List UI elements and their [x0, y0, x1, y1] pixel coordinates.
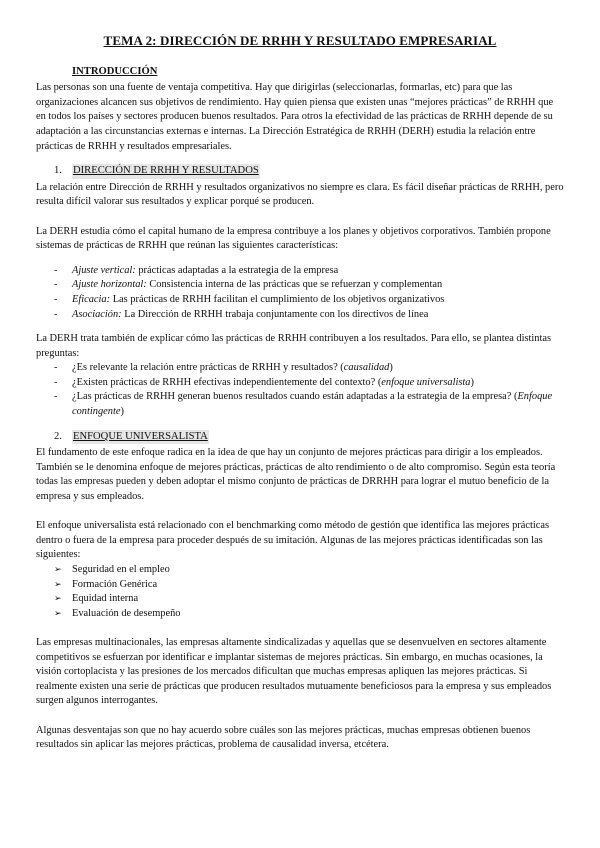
section1-heading: [36, 164, 564, 179]
list-item: [36, 390, 564, 419]
arrow-bullet-icon: ➢: [54, 608, 62, 619]
list-marker: -: [54, 293, 58, 305]
question-italic: Enfoque contingente: [72, 391, 553, 418]
section1-title: DIRECCIÓN DE RRHH Y RESULTADOS: [72, 164, 260, 179]
list-marker: -: [54, 279, 58, 291]
section2-paragraph-4: Algunas desventajas son que no hay acuerdo sobre cuáles son las mejores prácticas, muchas empresas obtienen buenos resultados sin aplicar las mejores prácticas, problema de causalidad inversa, etcétera.: [36, 724, 531, 751]
characteristics-list: [36, 264, 564, 322]
section2-heading: [36, 430, 564, 445]
arrow-bullet-icon: ➢: [54, 594, 62, 605]
questions-list: [36, 361, 564, 419]
section2-title: ENFOQUE UNIVERSALISTA: [72, 430, 209, 445]
section2-paragraph-2: El enfoque universalista está relacionado con el benchmarking como método de gestión que identifica las mejores prácticas dentro o fuera de la empresa para proceder después de su imitación. Algunas de las mejores prácticas identificadas son las siguientes:: [36, 520, 549, 561]
section1-paragraph-2: La DERH estudia cómo el capital humano de la empresa contribuye a los planes y objetivos corporativos. También propone sistemas de prácticas de RRHH que reúnan las siguientes características:: [36, 225, 551, 252]
characteristic-term: Ajuste horizontal:: [72, 279, 147, 291]
arrow-bullet-icon: ➢: [54, 579, 62, 590]
list-marker: -: [54, 362, 58, 374]
list-item: [36, 308, 564, 323]
section1-number: 1.: [54, 165, 62, 177]
characteristic-term: Ajuste vertical:: [72, 264, 136, 276]
characteristic-term: Asociación:: [72, 308, 122, 320]
arrow-bullet-icon: ➢: [54, 565, 62, 575]
characteristic-text: prácticas adaptadas a la estrategia de la empresa: [135, 264, 339, 276]
question-end: ): [120, 406, 124, 418]
section1-paragraph-1: La relación entre Dirección de RRHH y resultados organizativos no siempre es clara. Es fácil diseñar prácticas de RRHH, pero resulta difícil valorar sus resultados y explicar porqué se producen.: [36, 181, 564, 208]
list-item: [36, 592, 564, 607]
question-text: ¿Existen prácticas de RRHH efectivas independientemente del contexto? (: [72, 376, 382, 388]
list-item: [36, 361, 564, 376]
list-item: [36, 578, 564, 593]
section2-paragraph-3: Las empresas multinacionales, las empresas altamente sindicalizadas y aquellas que se desenvuelven en sectores altamente competitivos se esfuerzan por identificar e implantar sistemas de mejores prácticas. Sin embargo, en muchas ocasiones, la visión cortoplacista y las presiones de los mercados dificultan que muchas empresas apliquen las mejores prácticas. Si realmente existen una serie de prácticas que producen resultados mutuamente beneficiosos para la empresa y sus empleados surgen algunos interrogantes.: [36, 636, 552, 707]
question-italic: enfoque universalista: [381, 376, 471, 388]
page-title: TEMA 2: DIRECCIÓN DE RRHH Y RESULTADO EMPRESARIAL: [103, 33, 497, 48]
list-item: [36, 293, 564, 308]
characteristic-text: Consistencia interna de las prácticas que se refuerzan y complementan: [146, 279, 443, 291]
question-end: ): [389, 362, 393, 374]
practices-list: [36, 563, 564, 621]
characteristic-text: Las prácticas de RRHH facilitan el cumplimiento de los objetivos organizativos: [110, 293, 445, 305]
section2-number: 2.: [54, 430, 62, 442]
practice-text: Evaluación de desempeño: [72, 607, 181, 619]
question-text: ¿Es relevante la relación entre prácticas de RRHH y resultados? (: [72, 362, 344, 374]
intro-paragraph: Las personas son una fuente de ventaja competitiva. Hay que dirigirlas (seleccionarlas, formarlas, etc) para que las organizaciones alcancen sus objetivos de rendimiento. Hay quien piensa que existen unas “mejores prácticas” de RRHH que en todos los países y sectores producen buenos resultados. Para otros la efectividad de las prácticas de RRHH depende de su adaptación a las circunstancias externas e internas. La Dirección Estratégica de RRHH (DERH) estudia la relación entre prácticas de RRHH y resultados empresariales.: [36, 82, 554, 152]
practice-text: Formación Genérica: [72, 578, 158, 590]
question-text: ¿Las prácticas de RRHH generan buenos resultados cuando están adaptadas a la estrategia de la empresa? (: [72, 391, 518, 403]
question-italic: causalidad: [343, 362, 390, 374]
characteristic-text: La Dirección de RRHH trabaja conjuntamente con los directivos de línea: [121, 308, 429, 320]
list-marker: -: [54, 376, 58, 388]
section1-paragraph-3: La DERH trata también de explicar cómo las prácticas de RRHH contribuyen a los resultados. Para ello, se plantea distintas preguntas:: [36, 333, 552, 359]
section2-paragraph-1: El fundamento de este enfoque radica en la idea de que hay un conjunto de mejores prácticas para dirigir a los empleados. También se le denomina enfoque de mejores prácticas, prácticas de alto rendimiento o de alto compromiso. Según esta teoría todas las empresas pueden y deben adoptar el mismo conjunto de prácticas de DRRHH para lograr el mutuo beneficio de la empresa y sus empleados.: [36, 447, 556, 503]
practice-text: Equidad interna: [72, 593, 139, 605]
list-item: [36, 376, 564, 391]
intro-heading: INTRODUCCIÓN: [72, 65, 158, 77]
characteristic-term: Eficacia:: [72, 293, 111, 305]
list-item: [36, 264, 564, 279]
question-end: ): [470, 376, 474, 388]
practice-text: Seguridad en el empleo: [72, 564, 170, 575]
list-marker: -: [54, 308, 58, 320]
list-item: [36, 563, 564, 578]
list-marker: -: [54, 391, 58, 403]
list-item: [36, 278, 564, 293]
list-item: [36, 607, 564, 622]
list-marker: -: [54, 264, 58, 276]
